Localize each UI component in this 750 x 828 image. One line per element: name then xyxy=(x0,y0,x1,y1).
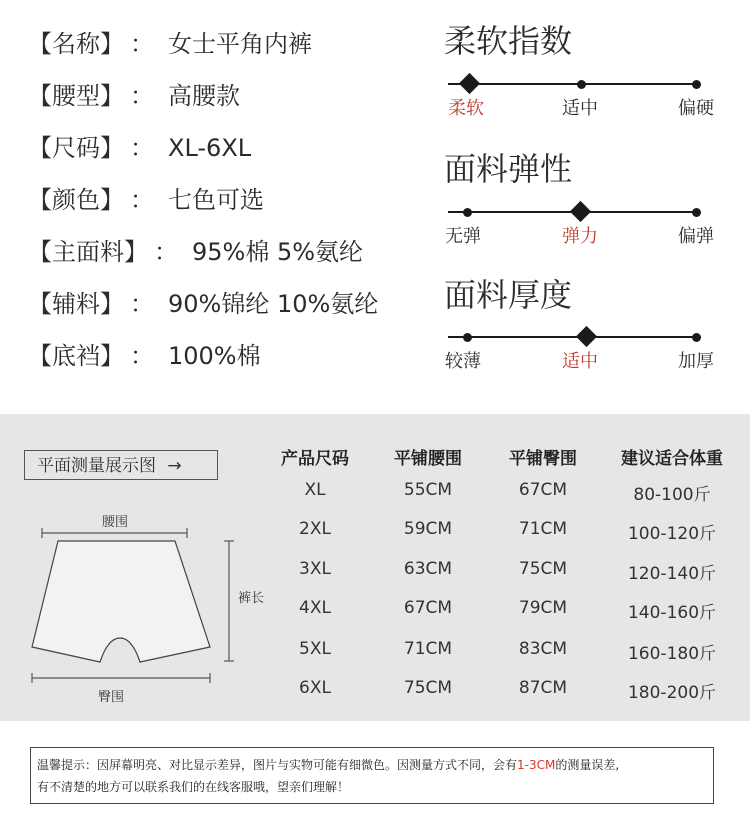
table-cell: 3XL xyxy=(299,559,331,579)
table-cell: 140-160斤 xyxy=(627,603,717,623)
spec-row-aux-fabric xyxy=(28,284,378,319)
spec-value: XL-6XL xyxy=(168,134,252,162)
spec-row-name xyxy=(28,24,312,59)
scale-label: 柔软 xyxy=(448,98,484,119)
spec-sep: ： xyxy=(130,186,154,214)
spec-sep: ： xyxy=(154,238,178,266)
length-label: 裤长 xyxy=(238,591,265,606)
spec-key: 【腰型】 xyxy=(28,82,124,110)
scale-label: 偏硬 xyxy=(678,98,714,119)
arrow-right-icon: → xyxy=(167,456,182,476)
notice-text: 温馨提示：因屏幕明亮、对比显示差异，图片与实物可能有细微色。因测量方式不同，会有 xyxy=(37,758,518,772)
table-cell: 67CM xyxy=(518,480,568,500)
spec-sep: ： xyxy=(130,342,154,370)
spec-sep: ： xyxy=(130,134,154,162)
scale-title: 柔软指数 xyxy=(444,22,573,60)
scale-marker xyxy=(459,73,480,94)
table-cell: 59CM xyxy=(403,519,453,539)
table-cell: 75CM xyxy=(518,559,568,579)
table-cell: 180-200斤 xyxy=(627,683,717,703)
notice-line-1 xyxy=(37,754,707,776)
table-header: 建议适合体重 xyxy=(621,449,723,469)
spec-row-crotch xyxy=(28,336,261,371)
scale-dot xyxy=(692,208,701,217)
table-cell: 83CM xyxy=(518,639,568,659)
shorts-outline xyxy=(32,541,210,662)
scale-marker xyxy=(576,326,597,347)
scale-dot xyxy=(463,333,472,342)
waist-label: 腰围 xyxy=(102,515,129,530)
scale-title: 面料厚度 xyxy=(444,276,573,314)
spec-row-waist-type xyxy=(28,76,240,111)
table-cell: 71CM xyxy=(518,519,568,539)
table-cell: 55CM xyxy=(403,480,453,500)
shorts-diagram xyxy=(20,495,260,710)
scale-label: 弹力 xyxy=(562,226,598,247)
spec-sep: ： xyxy=(130,290,154,318)
scale-dot xyxy=(692,333,701,342)
spec-key: 【底裆】 xyxy=(28,342,124,370)
scale-dot xyxy=(577,80,586,89)
table-cell: 79CM xyxy=(518,598,568,618)
table-cell: 100-120斤 xyxy=(627,524,717,544)
spec-sep: ： xyxy=(130,82,154,110)
table-cell: 67CM xyxy=(403,598,453,618)
table-cell: 4XL xyxy=(299,598,331,618)
measure-title: 平面测量展示图 xyxy=(37,456,156,476)
scale-label: 较薄 xyxy=(445,351,481,372)
scale-label: 加厚 xyxy=(678,351,714,372)
spec-key: 【主面料】 xyxy=(28,238,148,266)
notice-highlight: 1-3CM xyxy=(517,758,556,772)
table-cell: 6XL xyxy=(299,678,331,698)
table-header: 平铺腰围 xyxy=(394,449,462,469)
table-cell: 120-140斤 xyxy=(627,564,717,584)
spec-row-color xyxy=(28,180,264,215)
spec-value: 100%棉 xyxy=(168,342,261,370)
measure-demo-label xyxy=(24,450,218,480)
spec-value: 七色可选 xyxy=(168,186,264,214)
table-cell: 87CM xyxy=(518,678,568,698)
notice-line-2: 有不清楚的地方可以联系我们的在线客服哦，望亲们理解！ xyxy=(37,780,350,794)
notice-text: 的测量误差, xyxy=(555,758,620,772)
spec-row-main-fabric xyxy=(28,232,363,267)
table-cell: 63CM xyxy=(403,559,453,579)
spec-value: 90%锦纶 10%氨纶 xyxy=(168,290,379,318)
table-header: 产品尺码 xyxy=(281,449,349,469)
scale-label: 偏弹 xyxy=(678,226,714,247)
table-cell: XL xyxy=(304,480,326,500)
notice-box xyxy=(30,747,714,804)
scale-marker xyxy=(570,201,591,222)
table-cell: 80-100斤 xyxy=(633,485,711,505)
scale-label: 适中 xyxy=(562,98,598,119)
spec-row-size xyxy=(28,128,251,163)
scale-label: 适中 xyxy=(562,351,598,372)
scale-label: 无弹 xyxy=(445,226,481,247)
spec-value: 高腰款 xyxy=(168,82,240,110)
spec-value: 95%棉 5%氨纶 xyxy=(192,238,364,266)
spec-key: 【尺码】 xyxy=(28,134,124,162)
scale-line xyxy=(448,336,698,338)
spec-key: 【名称】 xyxy=(28,30,124,58)
hip-label: 臀围 xyxy=(98,690,125,705)
table-cell: 160-180斤 xyxy=(627,644,717,664)
spec-sep: ： xyxy=(130,30,154,58)
scale-title: 面料弹性 xyxy=(444,150,573,188)
spec-value: 女士平角内裤 xyxy=(168,30,312,58)
table-cell: 5XL xyxy=(299,639,331,659)
spec-key: 【辅料】 xyxy=(28,290,124,318)
scale-line xyxy=(448,83,698,85)
scale-dot xyxy=(692,80,701,89)
table-cell: 75CM xyxy=(403,678,453,698)
table-cell: 2XL xyxy=(299,519,331,539)
spec-key: 【颜色】 xyxy=(28,186,124,214)
scale-dot xyxy=(463,208,472,217)
table-header: 平铺臀围 xyxy=(509,449,577,469)
table-cell: 71CM xyxy=(403,639,453,659)
